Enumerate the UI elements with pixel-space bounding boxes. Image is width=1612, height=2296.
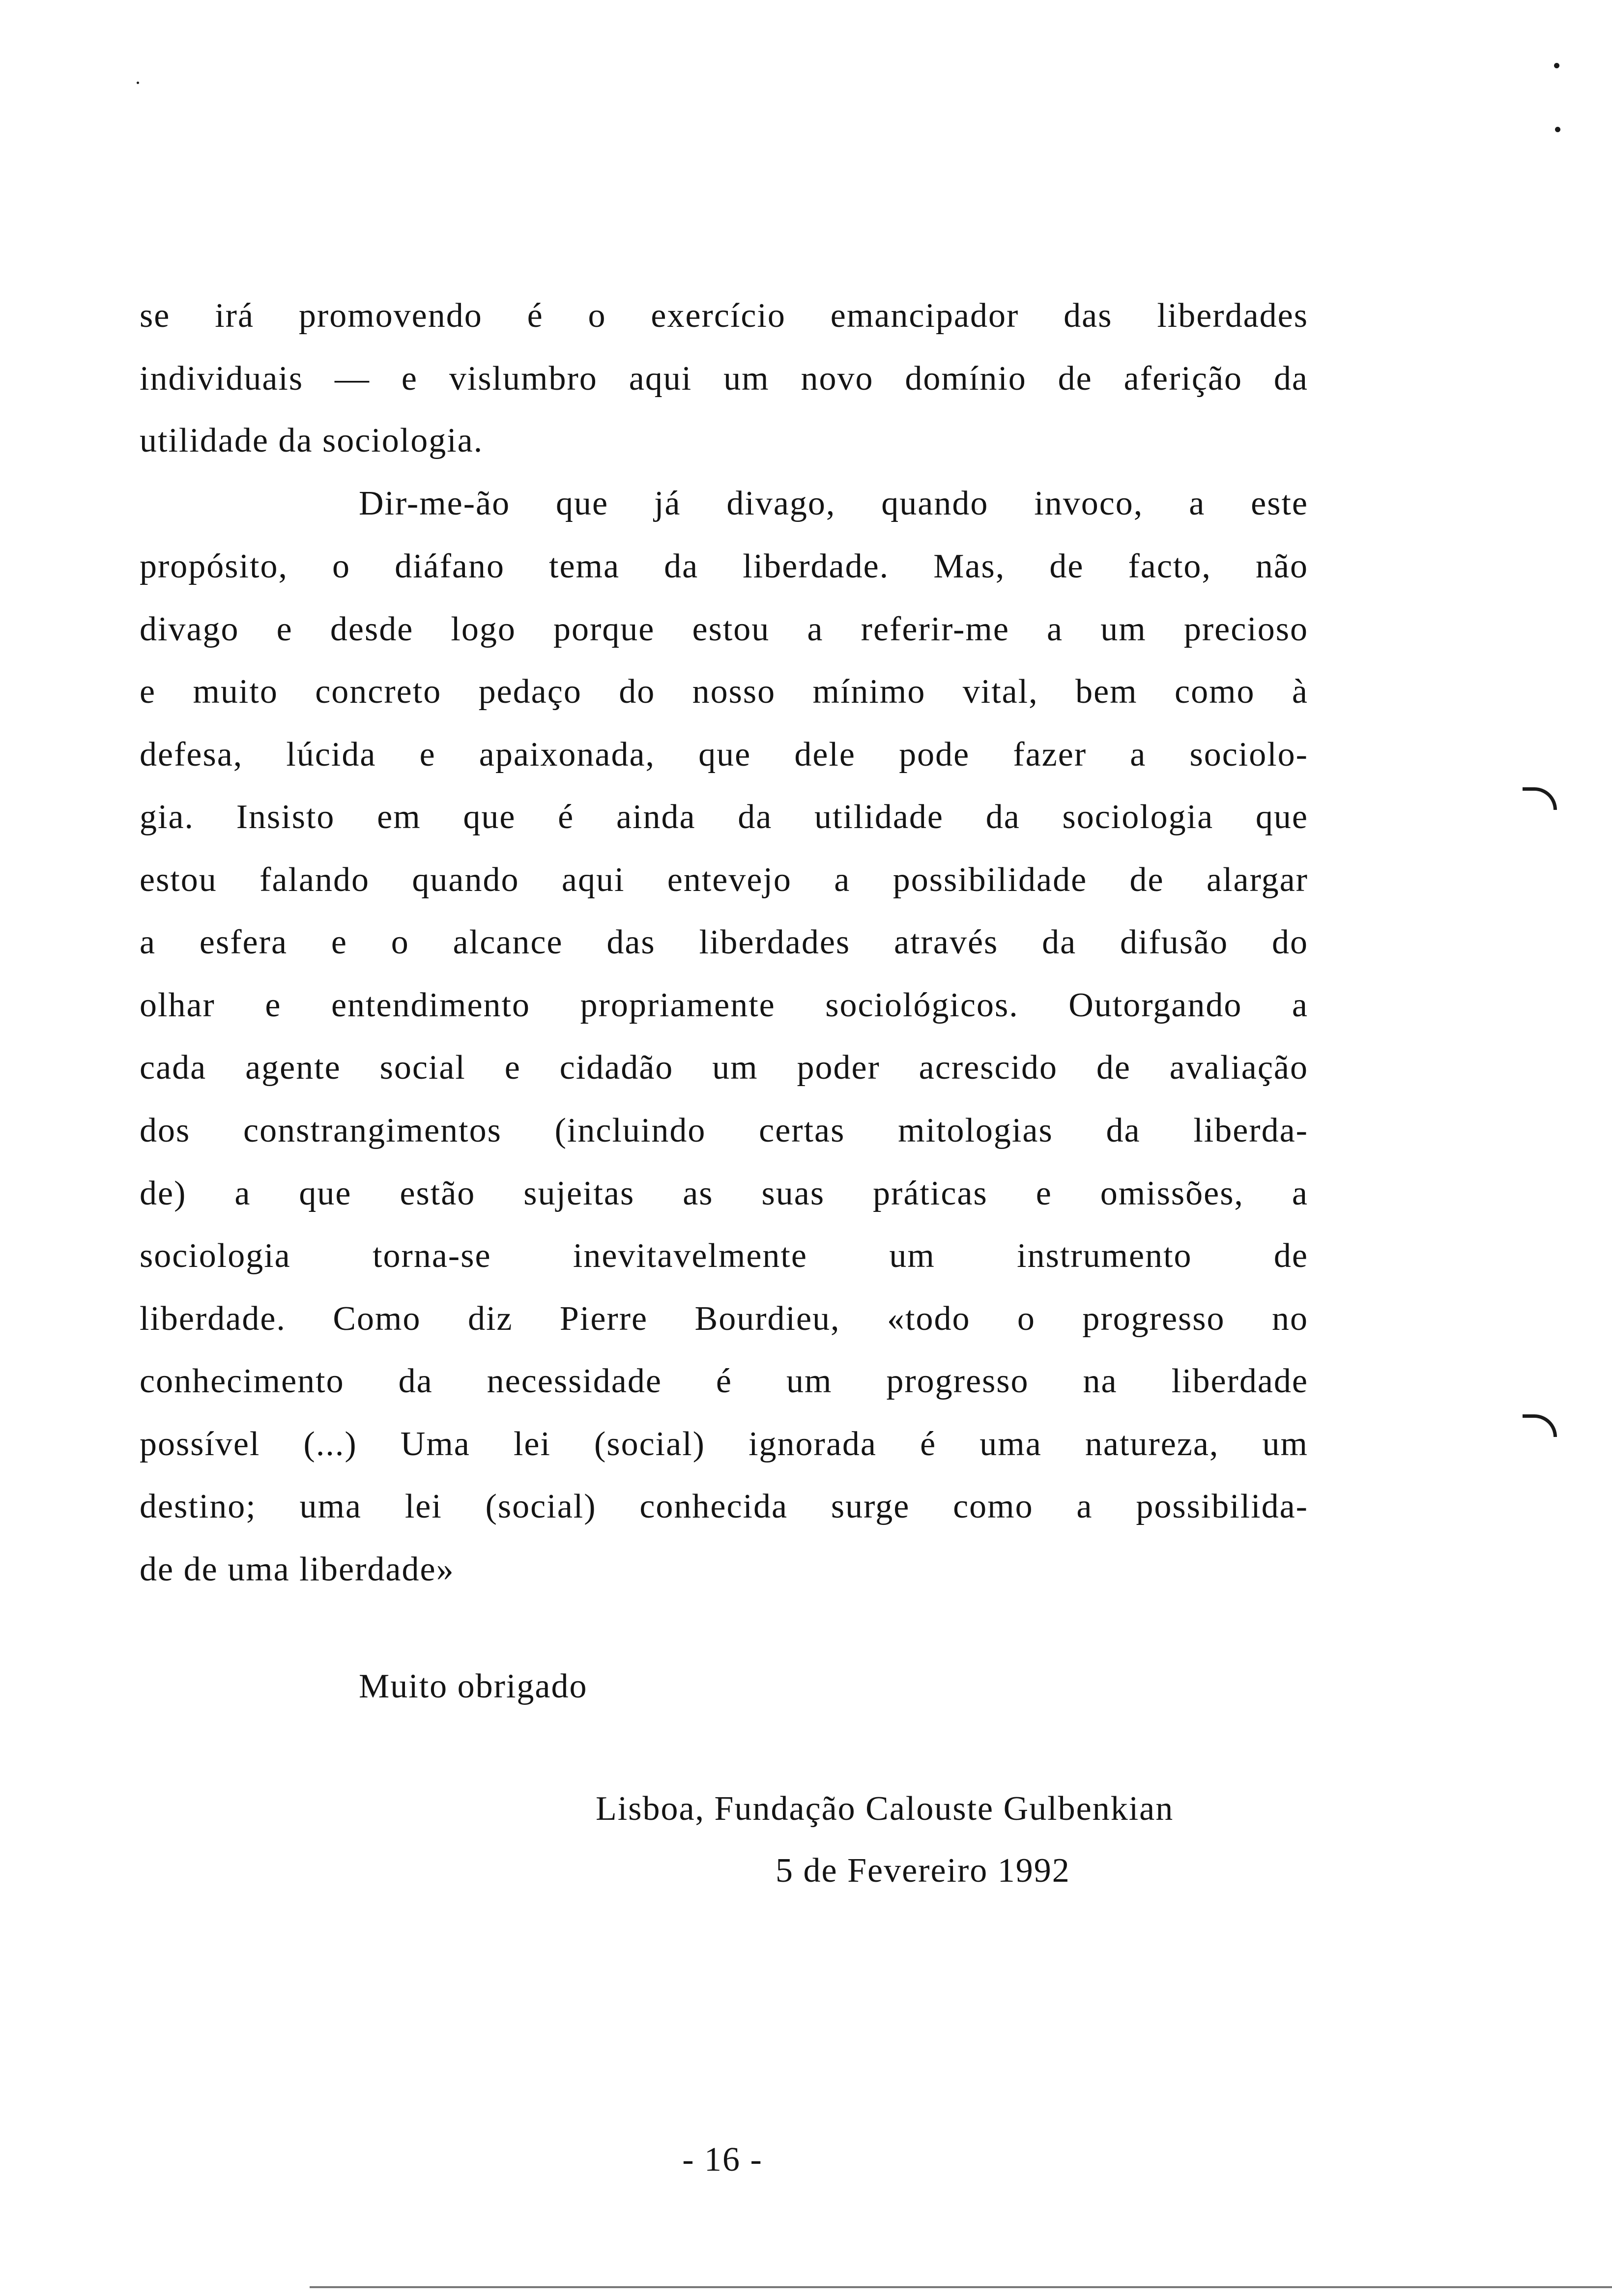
text-line: defesa, lúcida e apaixonada, que dele pode fazer a sociolo- (140, 736, 1308, 774)
text-line: de) a que estão sujeitas as suas práticas e omissões, a (140, 1175, 1308, 1212)
text-line: a esfera e o alcance das liberdades através da difusão do (140, 923, 1308, 961)
text-line: estou falando quando aqui entevejo a possibilidade de alargar (140, 861, 1308, 899)
text-line: destino; uma lei (social) conhecida surge como a possibilida- (140, 1488, 1308, 1525)
text-line: sociologia torna-se inevitavelmente um instrumento de (140, 1237, 1308, 1275)
page-number: - 16 - (682, 2141, 763, 2179)
text-line: Dir-me-ão que já divago, quando invoco, a este (359, 485, 1308, 522)
text-line: olhar e entendimento propriamente sociológicos. Outorgando a (140, 986, 1308, 1024)
binding-hook-mark (1523, 787, 1557, 810)
place-line: Lisboa, Fundação Calouste Gulbenkian (596, 1790, 1174, 1828)
scan-dot-mark (137, 82, 139, 84)
text-line: gia. Insisto em que é ainda da utilidade da sociologia que (140, 798, 1308, 836)
text-line: individuais — e vislumbro aqui um novo domínio de aferição da (140, 360, 1308, 398)
closing-text: Muito obrigado (359, 1667, 588, 1705)
text-line: dos constrangimentos (incluindo certas mitologias da liberda- (140, 1112, 1308, 1149)
text-line: e muito concreto pedaço do nosso mínimo vital, bem como à (140, 673, 1308, 711)
scan-dot-mark (1554, 63, 1559, 68)
text-line: de de uma liberdade» (140, 1550, 455, 1588)
scan-edge-rule (310, 2286, 1612, 2288)
scan-dot-mark (1555, 127, 1560, 132)
text-line: se irá promovendo é o exercício emancipador das liberdades (140, 297, 1308, 335)
text-line: conhecimento da necessidade é um progresso na liberdade (140, 1362, 1308, 1400)
text-line: divago e desde logo porque estou a referir-me a um precioso (140, 610, 1308, 648)
text-line: liberdade. Como diz Pierre Bourdieu, «todo o progresso no (140, 1300, 1308, 1338)
text-line: utilidade da sociologia. (140, 422, 484, 459)
text-line: propósito, o diáfano tema da liberdade. Mas, de facto, não (140, 547, 1308, 585)
binding-hook-mark (1523, 1414, 1557, 1437)
text-line: possível (...) Uma lei (social) ignorada é uma natureza, um (140, 1425, 1308, 1463)
date-line: 5 de Fevereiro 1992 (776, 1852, 1070, 1890)
text-line: cada agente social e cidadão um poder acrescido de avaliação (140, 1049, 1308, 1087)
